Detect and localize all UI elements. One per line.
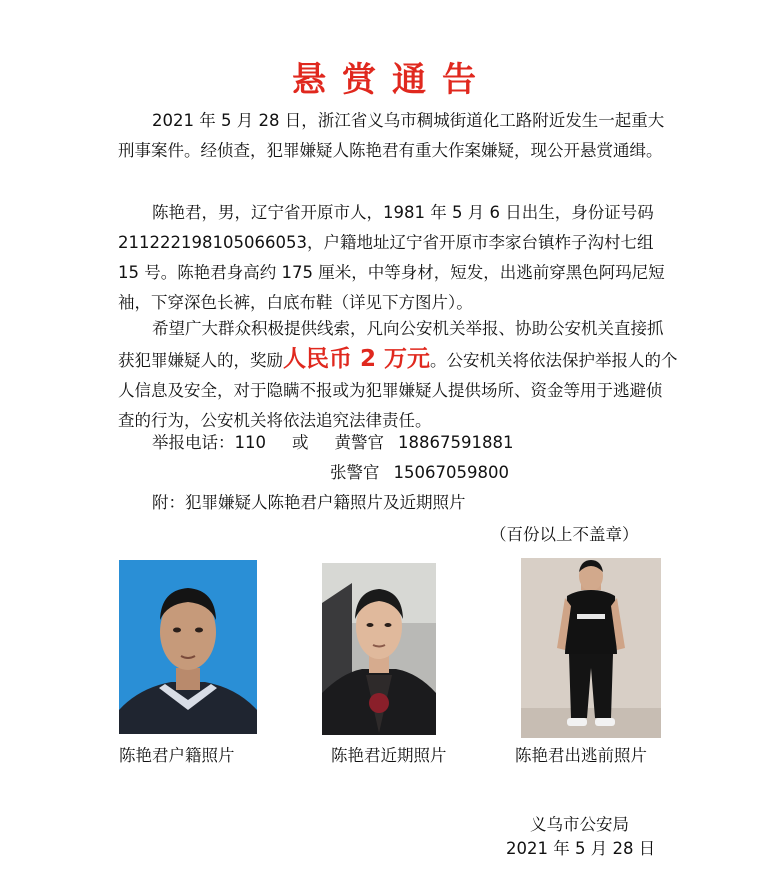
issuing-authority: 义乌市公安局: [530, 815, 629, 834]
contact-phone: 15067059800: [393, 463, 509, 482]
suspect-description-paragraph: 陈艳君，男，辽宁省开原市人，1981 年 5 月 6 日出生，身份证号码 211222198105066053，户籍地址辽宁省开原市李家台镇柞子沟村七组 15 号。陈艳君身高约 175 厘米，中等身材，短发，出逃前穿黑色阿玛尼短袖，下穿深色长裤，白底布鞋（详见下方图片）。: [118, 203, 665, 312]
contact-phone: 18867591881: [398, 433, 514, 452]
reward-paragraph: [118, 314, 678, 436]
reward-text-before: 希望广大群众积极提供线索，凡向公安机关举报、协助公安机关直接抓获犯罪嫌疑人的，奖励: [118, 319, 664, 370]
reward-text-after: 。公安机关将依法保护举报人的个人信息及安全，对于隐瞒不报或为犯罪嫌疑人提供场所、资金等用于逃避侦查的行为，公安机关将依法追究法律责任。: [118, 351, 678, 430]
case-paragraph: 2021 年 5 月 28 日，浙江省义乌市稠城街道化工路附近发生一起重大刑事案件。经侦查，犯罪嫌疑人陈艳君有重大作案嫌疑，现公开悬赏通缉。: [118, 111, 665, 160]
suspect-pre-escape-photo: [521, 558, 661, 738]
contact-name: 张警官: [330, 463, 380, 482]
tip-or: 或: [292, 433, 309, 452]
stamp-note: （百份以上不盖章）: [490, 525, 639, 544]
suspect-recent-photo: [322, 563, 436, 735]
notice-title: 悬赏通告: [292, 60, 492, 100]
issue-date: 2021 年 5 月 28 日: [506, 839, 656, 858]
attachment-note: 附：犯罪嫌疑人陈艳君户籍照片及近期照片: [152, 493, 466, 512]
tip-line-secondary: [330, 458, 509, 488]
photo-caption: 陈艳君户籍照片: [119, 746, 235, 765]
reward-amount: 人民币 2 万元: [283, 346, 431, 372]
tip-label: 举报电话：: [152, 433, 235, 452]
tip-line-primary: [152, 428, 513, 458]
photo-caption: 陈艳君近期照片: [331, 746, 447, 765]
contact-name: 黄警官: [334, 433, 384, 452]
photo-caption: 陈艳君出逃前照片: [515, 746, 647, 765]
suspect-registration-photo: [119, 560, 257, 734]
tip-hotline: 110: [234, 433, 266, 452]
